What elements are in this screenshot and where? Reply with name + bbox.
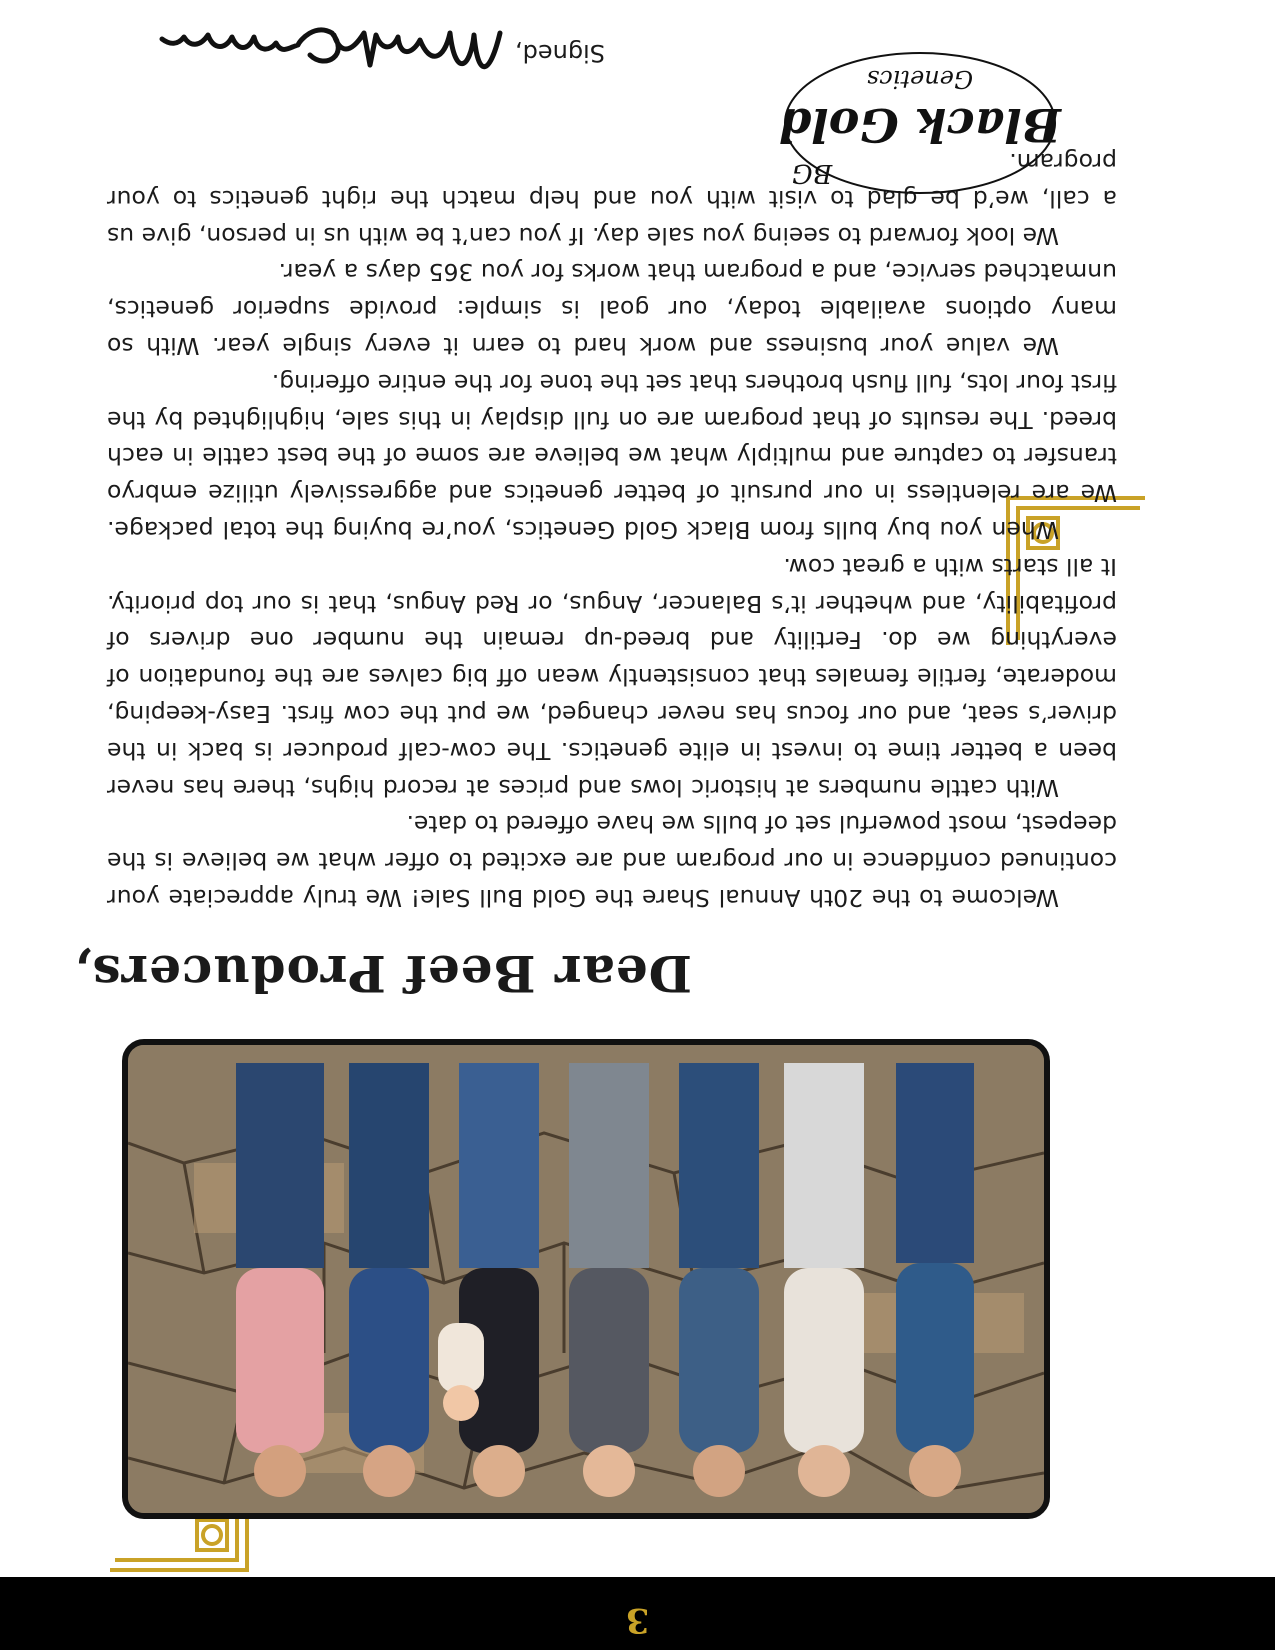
letter-paragraph: When you buy bulls from Black Gold Genetics, you’re buying the total package. We are relentless in our pursuit of better genetics and aggressively utilize embryo transfer to capture and multiply what we believe are some of the best cattle in each breed. The results of that program are on full display in this sale, highlighted by the first four lots, full flush brothers that set the tone for the entire offering.: [107, 368, 1117, 545]
logo-name: Black Gold: [779, 98, 1061, 152]
family-photo: [122, 1039, 1050, 1519]
logo-tagline: Genetics: [866, 65, 974, 93]
handwritten-signature: [110, 5, 510, 95]
letter-body: [107, 143, 1117, 916]
black-gold-genetics-logo: [770, 45, 1070, 205]
letter-paragraph: Welcome to the 20th Annual Share the Gold Bull Sale! We truly appreciate your continued confidence in our program and are excited to offer what we believe is the deepest, most powerful set of bulls we have offered to date.: [107, 810, 1117, 912]
letter-paragraph: We look forward to seeing you sale day. If you can’t be with us in person, give us a call, we’d be glad to visit with you and help match the right genetics to your program.: [107, 148, 1117, 250]
footer-bar: [0, 1577, 1275, 1650]
signature-block: [45, 5, 605, 95]
signed-label: Signed,: [515, 39, 605, 67]
family-photo-image: [128, 1045, 1044, 1513]
letter-heading: Dear Beef Producers,: [73, 944, 692, 1003]
logo-monogram: BG: [791, 158, 833, 188]
letter-paragraph: With cattle numbers at historic lows and prices at record highs, there has never been a better time to invest in elite genetics. The cow-calf producer is back in the driver’s seat, and our focus has never changed, we put the cow first. Easy-keeping, moderate, fertile females that consistently wean off big calves are the foundation of everything we do. Fertility and breed-up remain the number one drivers of profitability, and whether it’s Balancer, Angus, or Red Angus, that is our top priority. It all starts with a great cow.: [107, 552, 1117, 802]
letter-paragraph: We value your business and work hard to earn it every single year. With so many options available today, our goal is simple: provide superior genetics, unmatched service, and a program that works for you 365 days a year.: [107, 258, 1117, 361]
page-number: 3: [625, 1600, 650, 1640]
